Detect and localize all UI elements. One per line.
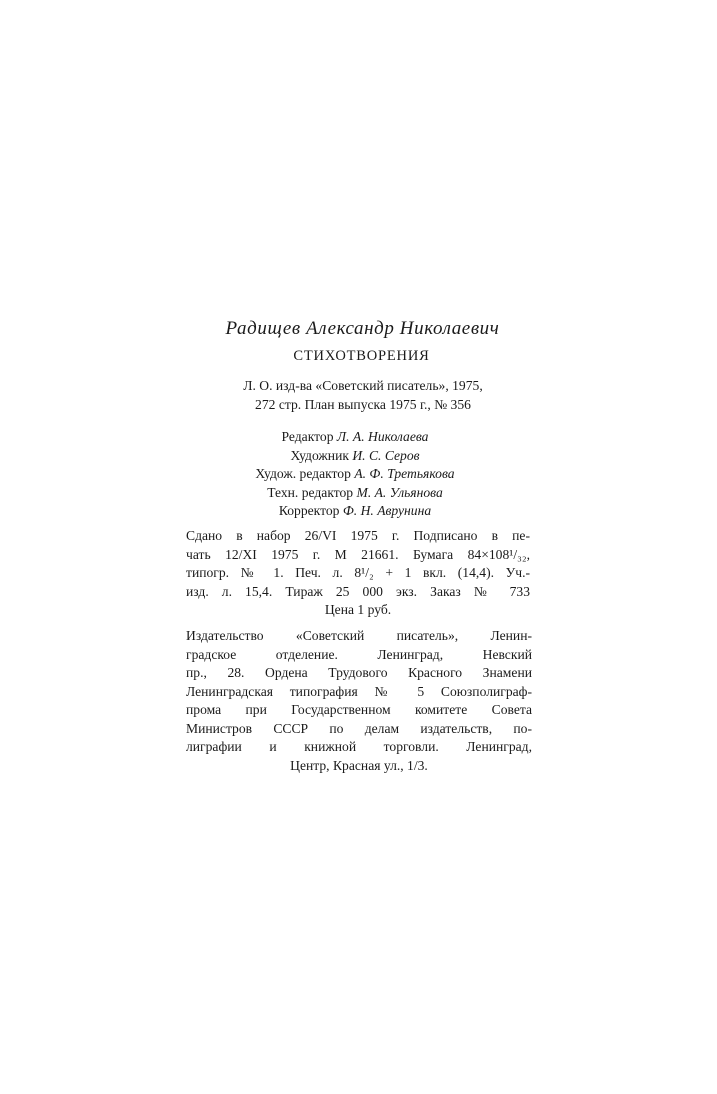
publication-line: Л. О. изд-ва «Советский писатель», 1975, <box>243 378 483 393</box>
author-name: Радищев Александр Николаевич <box>225 318 500 339</box>
publication-info <box>195 377 531 414</box>
credit-person: Ф. Н. Аврунина <box>342 503 432 518</box>
print-line: Сдано в набор 26/VI 1975 г. Подписано в пе- <box>186 528 530 543</box>
publisher-line: пр., 28. Ордена Трудового Красного Знамени <box>186 665 532 680</box>
print-line: чать 12/XI 1975 г. М 21661. Бумага 84×108¹/₃₂, <box>186 546 530 562</box>
credit-person: А. Ф. Третьякова <box>354 466 455 481</box>
credit-person: И. С. Серов <box>352 447 420 463</box>
publisher-line: прома при Государственном комитете Совета <box>186 702 532 717</box>
credit-role: Редактор <box>281 429 334 444</box>
publisher-line: лиграфии и книжной торговли. Ленинград, <box>186 739 532 754</box>
publisher-line: градское отделение. Ленинград, Невский <box>186 646 532 662</box>
book-title: СТИХОТВОРЕНИЯ <box>293 348 430 364</box>
credit-role: Худож. редактор <box>255 466 351 481</box>
credit-person: Л. А. Николаева <box>336 429 429 444</box>
credit-art-editor <box>220 465 490 484</box>
publisher-address: Центр, Красная ул., 1/3. <box>290 757 428 773</box>
credit-artist <box>220 447 490 466</box>
credit-role: Корректор <box>278 503 340 518</box>
publisher-line: Министров СССР по делам издательств, по- <box>186 720 532 736</box>
publisher-info <box>186 627 532 775</box>
price: Цена 1 руб. <box>324 602 392 617</box>
credit-proofreader <box>220 502 490 521</box>
print-line: типогр. № 1. Печ. л. 8¹/₂ + 1 вкл. (14,4). Уч.- <box>186 565 530 580</box>
credit-tech-editor <box>220 484 490 503</box>
credit-role: Техн. редактор <box>267 484 354 500</box>
publisher-line: Ленинградская типография № 5 Союзполиграф- <box>186 683 532 699</box>
publisher-line: Издательство «Советский писатель», Ленин- <box>186 628 532 643</box>
credit-role: Художник <box>290 447 349 463</box>
credit-editor <box>220 428 490 447</box>
print-details <box>186 527 530 620</box>
publication-line: 272 стр. План выпуска 1975 г., № 356 <box>255 396 471 412</box>
credits-list <box>220 428 490 521</box>
print-line: изд. л. 15,4. Тираж 25 000 экз. Заказ № 733 <box>186 583 530 599</box>
credit-person: М. А. Ульянова <box>356 484 443 500</box>
